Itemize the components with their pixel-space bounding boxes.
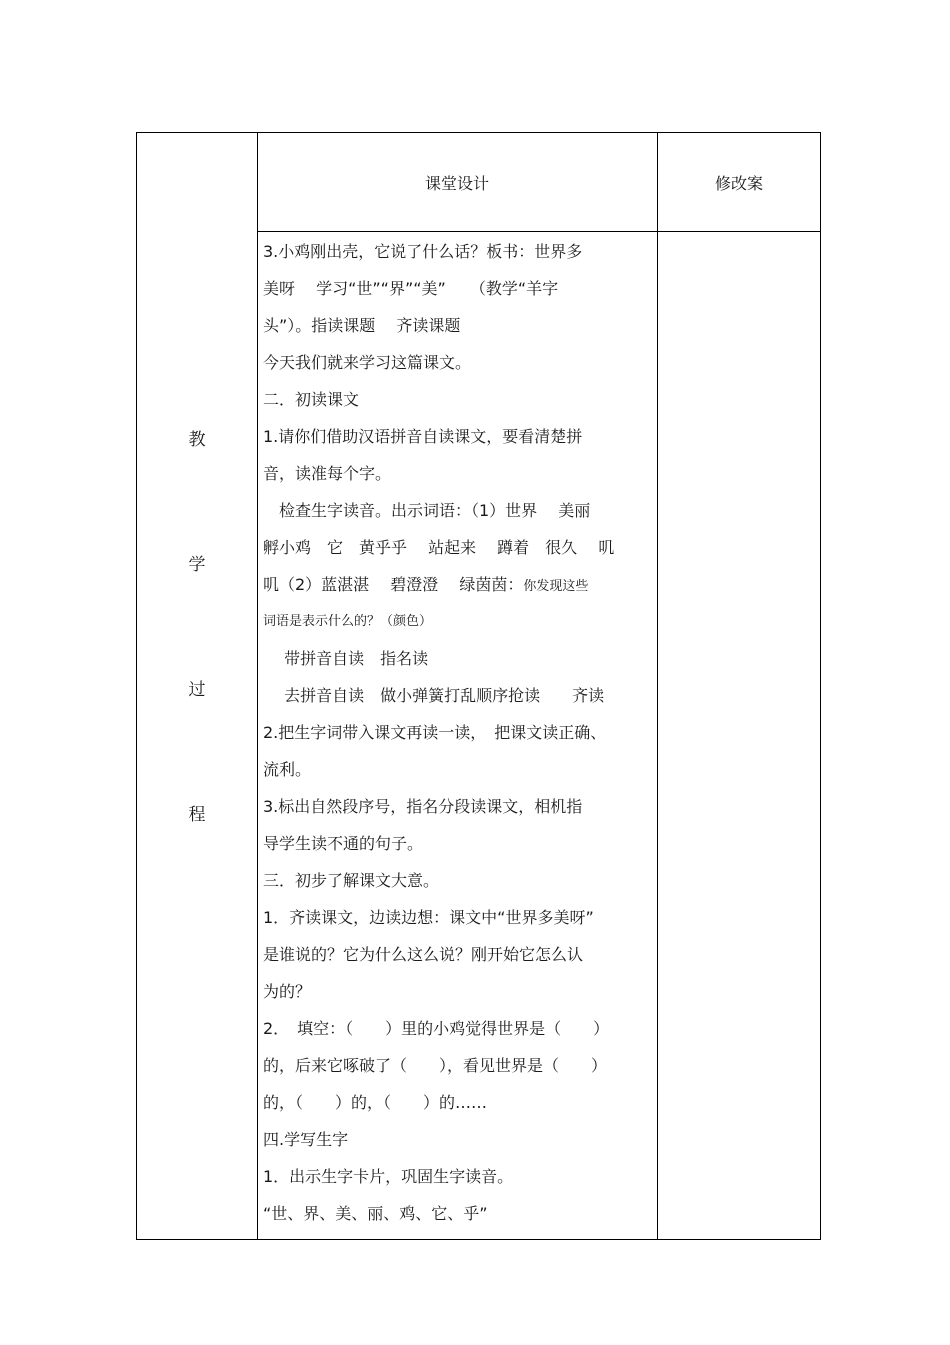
content-line: 3.小鸡刚出壳，它说了什么话？板书：世界多: [263, 242, 583, 261]
section-heading: 三．初步了解课文大意。: [263, 871, 440, 890]
header-divider: [257, 231, 820, 232]
design-content: [263, 233, 657, 1232]
content-line: 的，（ ）的，（ ）的……: [263, 1093, 488, 1112]
content-small-line: 词语是表示什么的？（颜色）: [263, 614, 433, 629]
side-label-char: 教: [188, 430, 206, 450]
content-line: 头”）。指读课题 齐读课题: [263, 316, 461, 335]
content-line: 孵小鸡 它 黄乎乎 站起来 蹲着 很久 叽: [263, 538, 615, 557]
section-heading: 四.学写生字: [263, 1130, 349, 1149]
content-line: 2.把生字词带入课文再读一读， 把课文读正确、: [263, 723, 607, 742]
content-small-text: 你发现这些: [523, 579, 589, 594]
column-divider-2: [657, 133, 658, 1239]
side-label-char: 学: [188, 555, 206, 575]
content-line: 1.请你们借助汉语拼音自读课文，要看清楚拼: [263, 427, 583, 446]
content-line: 美呀 学习“世”“界”“美” （教学“羊字: [263, 279, 559, 298]
side-label-char: 过: [188, 680, 206, 700]
content-line: 检查生字读音。出示词语：（1）世界 美丽: [263, 501, 591, 520]
content-line: 的，后来它啄破了（ ），看见世界是（ ）: [263, 1056, 608, 1075]
content-line: 3.标出自然段序号，指名分段读课文，相机指: [263, 797, 583, 816]
content-line: 1．出示生字卡片，巩固生字读音。: [263, 1167, 514, 1186]
content-line: 音，读准每个字。: [263, 464, 392, 483]
revision-header: 修改案: [714, 173, 763, 193]
content-text: 叽（2）蓝湛湛 碧澄澄 绿茵茵：: [263, 575, 524, 594]
content-line: [263, 566, 657, 603]
side-label-char: 程: [188, 805, 206, 825]
content-line: 今天我们就来学习这篇课文。: [263, 353, 472, 372]
content-line: 为的？: [263, 982, 312, 1001]
content-line: 是谁说的？它为什么这么说？刚开始它怎么认: [263, 945, 584, 964]
content-line: 2． 填空：（ ）里的小鸡觉得世界是（ ）: [263, 1019, 610, 1038]
content-line: 1．齐读课文，边读边想：课文中“世界多美呀”: [263, 908, 594, 927]
design-header: 课堂设计: [424, 173, 489, 193]
content-line: 流利。: [263, 760, 312, 779]
section-heading: 二．初读课文: [263, 390, 360, 409]
content-line: “世、界、美、丽、鸡、它、乎”: [263, 1204, 488, 1223]
column-divider-1: [257, 133, 258, 1239]
lesson-plan-table: [136, 132, 821, 1240]
content-line: 去拼音自读 做小弹簧打乱顺序抢读 齐读: [263, 686, 605, 705]
content-line: 带拼音自读 指名读: [263, 649, 429, 668]
content-line: 导学生读不通的句子。: [263, 834, 424, 853]
